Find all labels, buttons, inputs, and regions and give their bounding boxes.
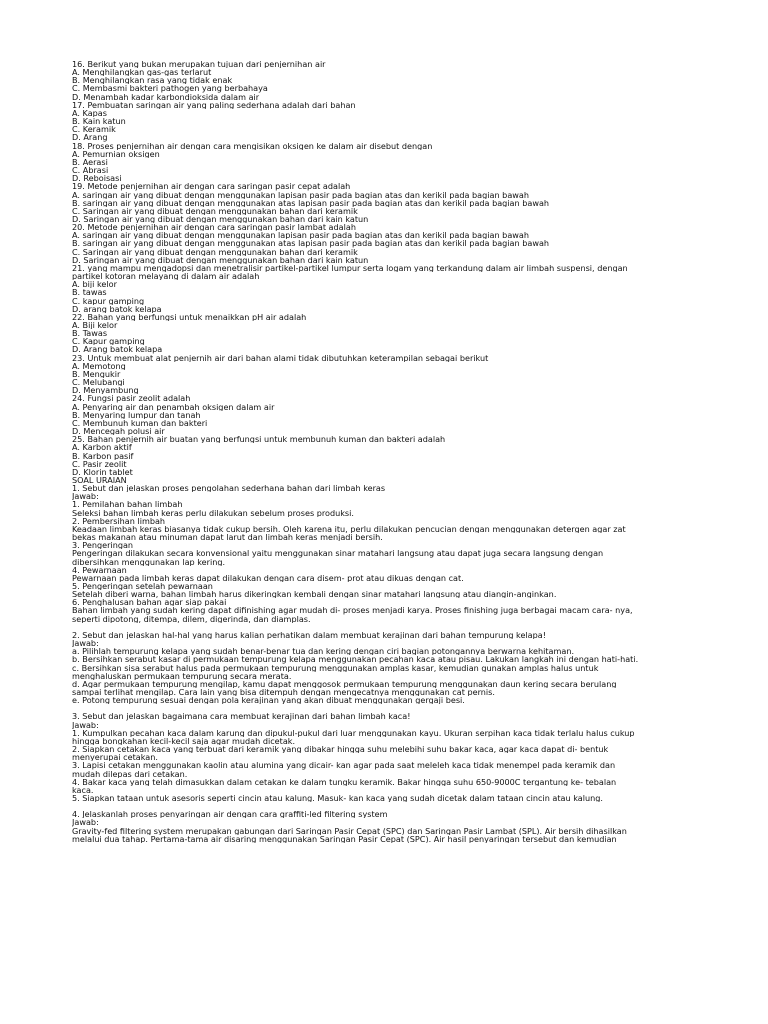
text-line: Bahan limbah yang sudah kering dapat difinishing agar mudah di- proses menjadi karya. Proses finishing juga berbagai macam cara- nya, xyxy=(72,606,633,615)
text-line: D. Menambah kadar karbondioksida dalam air xyxy=(72,92,260,101)
text-line: dibersihkan menggunakan lap kering. xyxy=(72,557,226,566)
text-line: B. tawas xyxy=(72,288,107,297)
text-line: 5. Siapkan tataan untuk asesoris seperti cincin atau kalung. Masuk- kan kaca yang sudah dicetak dalam tataan cincin atau kalung. xyxy=(72,794,603,803)
text-line: D. Arang batok kelapa xyxy=(72,345,163,354)
text-line: c. Bersihkan sisa serabut halus pada permukaan tempurung menggunakan amplas kasar, kemudian gunakan amplas halus untuk xyxy=(72,663,599,672)
text-line: bekas makanan atau minuman dapat larut dan limbah keras menjadi bersih. xyxy=(72,533,383,542)
text-line: D. Arang xyxy=(72,133,108,142)
text-line: 25. Bahan penjernih air buatan yang berfungsi untuk membunuh kuman dan bakteri adalah xyxy=(72,435,446,444)
text-line: B. Menghilangkan rasa yang tidak enak xyxy=(72,76,233,85)
text-line: menyerupai cetakan. xyxy=(72,753,158,762)
text-line: 23. Untuk membuat alat penjernih air dari bahan alami tidak dibutuhkan keterampilan sebagai berikut xyxy=(72,353,489,362)
text-line: 2. Sebut dan jelaskan hal-hal yang harus kalian perhatikan dalam membuat kerajinan dari bahan tempurung kelapa! xyxy=(72,630,546,640)
text-line: 19. Metode penjernihan air dengan cara saringan pasir cepat adalah xyxy=(72,182,351,191)
blank-line xyxy=(72,704,702,712)
text-line: Pewarnaan pada limbah keras dapat dilakukan dengan cara disem- prot atau dikuas dengan cat. xyxy=(72,573,464,582)
text-line: C. Abrasi xyxy=(72,166,109,175)
text-line: 22. Bahan yang berfungsi untuk menaikkan pH air adalah xyxy=(72,312,307,321)
text-line: C. Melubangi xyxy=(72,378,125,387)
document-page xyxy=(72,60,702,843)
blank-line xyxy=(72,802,702,810)
text-line: A. Memotong xyxy=(72,361,126,370)
text-line: melalui dua tahap. Pertama-tama air disaring menggunakan Saringan Pasir Cepat (SPC). Air hasil penyaringan tersebut dan kemudian xyxy=(72,834,617,843)
text-line: sampai terlihat mengilap. Cara lain yang bisa ditempuh dengan mengecatnya menggunakan cat pernis. xyxy=(72,688,495,697)
text-line: Jawab: xyxy=(72,639,99,648)
text-line: A. Kapas xyxy=(72,108,107,118)
text-line: 20. Metode penjernihan air dengan cara saringan pasir lambat adalah xyxy=(72,223,356,232)
text-line: C. Keramik xyxy=(72,125,116,134)
text-line: b. Bersihkan serabut kasar di permukaan tempurung kelapa menggunakan pecahan kaca atau pisau. Lakukan langkah ini dengan hati-hati. xyxy=(72,655,639,664)
text-line: 4. Bakar kaca yang telah dimasukkan dalam cetakan ke dalam tungku keramik. Bakar hingga suhu 650-9000C tergantung ke- tebalan xyxy=(72,777,617,786)
text-line: 1. Kumpulkan pecahan kaca dalam karung dan dipukul-pukul dari luar menggunakan kayu. Ukuran serpihan kaca tidak terlalu halus cukup xyxy=(72,728,635,737)
text-line: A. Pemurnian oksigen xyxy=(72,149,160,158)
text-line: D. Mencegah polusi air xyxy=(72,427,165,436)
text-line: hingga bongkahan kecil-kecil saja agar mudah dicetak. xyxy=(72,736,296,746)
text-line: 24. Fungsi pasir zeolit adalah xyxy=(72,394,191,403)
text-line: A. Penyaring air dan penambah oksigen dalam air xyxy=(72,402,275,411)
text-line: A. saringan air yang dibuat dengan menggunakan lapisan pasir pada bagian atas dan kerikil pada bagian bawah xyxy=(72,231,529,240)
text-line: C. Pasir zeolit xyxy=(72,459,127,468)
text-line: C. Kapur gamping xyxy=(72,337,145,346)
text-line: B. saringan air yang dibuat dengan menggunakan atas lapisan pasir pada bagian atas dan kerikil pada bagian bawah xyxy=(72,239,550,248)
text-line: A. Menghilangkan gas-gas terlarut xyxy=(72,68,212,77)
text-line: e. Potong tempurung sesuai dengan pola kerajinan yang akan dibuat menggunakan gergaji besi. xyxy=(72,696,465,705)
text-line: 6. Penghalusan bahan agar siap pakai xyxy=(72,598,227,607)
text-line: 4. Jelaskanlah proses penyaringan air dengan cara graffiti-led filtering system xyxy=(72,810,388,819)
text-line: D. Menyambung xyxy=(72,386,139,395)
text-line: C. Saringan air yang dibuat dengan menggunakan bahan dari keramik xyxy=(72,206,358,215)
text-line: A. biji kelor xyxy=(72,280,117,289)
text-line: Gravity-fed filtering system merupakan gabungan dari Saringan Pasir Cepat (SPC) dan Saringan Pasir Lambat (SPL). Air bersih dihasilkan xyxy=(72,826,627,835)
text-line: mudah dilepas dari cetakan. xyxy=(72,769,188,778)
text-line: Keadaan limbah keras biasanya tidak cukup bersih. Oleh karena itu, perlu dilakukan pencucian dengan menggunakan detergen agar zat xyxy=(72,524,626,534)
text-line: 1. Pemilahan bahan limbah xyxy=(72,500,183,509)
text-line: a. Pilihlah tempurung kelapa yang sudah benar-benar tua dan kering dengan ciri bagian potongannya berwarna kehitaman. xyxy=(72,647,575,656)
text-line: Jawab: xyxy=(72,492,99,501)
text-line: A. Biji kelor xyxy=(72,321,118,330)
text-line: 3. Pengeringan xyxy=(72,541,134,550)
text-line: B. Tawas xyxy=(72,329,108,338)
text-line: 1. Sebut dan jelaskan proses pengolahan sederhana bahan dari limbah keras xyxy=(72,484,386,493)
text-line: D. arang batok kelapa xyxy=(72,304,162,313)
text-line: 16. Berikut yang bukan merupakan tujuan dari penjernihan air xyxy=(72,60,326,69)
text-line: 18. Proses penjernihan air dengan cara mengisikan oksigen ke dalam air disebut dengan xyxy=(72,141,433,150)
text-line: 2. Pembersihan limbah xyxy=(72,516,166,525)
text-line: A. saringan air yang dibuat dengan menggunakan lapisan pasir pada bagian atas dan kerikil pada bagian bawah xyxy=(72,190,529,199)
text-line: Jawab: xyxy=(72,818,99,827)
text-line: 3. Sebut dan jelaskan bagaimana cara membuat kerajinan dari bahan limbah kaca! xyxy=(72,712,411,721)
text-line: C. Membasmi bakteri pathogen yang berbahaya xyxy=(72,84,268,93)
text-line: B. Kain katun xyxy=(72,117,126,126)
text-line: 17. Pembuatan saringan air yang paling sederhana adalah dari bahan xyxy=(72,100,356,109)
text-line: 21. yang mampu mengadopsi dan menetralisir partikel-partikel lumpur serta logam yang terkandung dalam air limbah suspensi, dengan xyxy=(72,263,628,273)
text-line: D. Saringan air yang dibuat dengan menggunakan bahan dari kain katun xyxy=(72,255,369,264)
text-line: D. Klorin tablet xyxy=(72,467,133,476)
text-line: Seleksi bahan limbah keras perlu dilakukan sebelum proses produksi. xyxy=(72,508,354,517)
blank-line xyxy=(72,623,702,631)
text-line: partikel kotoran melayang di dalam air adalah xyxy=(72,272,260,281)
text-line: D. Saringan air yang dibuat dengan menggunakan bahan dari kain katun xyxy=(72,214,369,224)
text-line: C. kapur gamping xyxy=(72,296,145,305)
text-line: 4. Pewarnaan xyxy=(72,565,127,574)
text-line: menghaluskan permukaan tempurung secara merata. xyxy=(72,671,292,680)
text-line: d. Agar permukaan tempurung mengilap, kamu dapat menggosok permukaan tempurung menggunakan daun kering secara berulang xyxy=(72,679,617,689)
text-line: SOAL URAIAN xyxy=(72,475,127,485)
text-line: Jawab: xyxy=(72,720,99,729)
text-line: 5. Pengeringan setelah pewarnaan xyxy=(72,582,213,591)
text-line: seperti dipotong, ditempa, dilem, digerinda, dan diamplas. xyxy=(72,614,311,623)
text-line: 3. Lapisi cetakan menggunakan kaolin atau alumina yang dicair- kan agar pada saat meleleh kaca tidak menempel pada keramik dan xyxy=(72,761,616,770)
text-line: D. Reboisasi xyxy=(72,174,122,183)
text-line: B. saringan air yang dibuat dengan menggunakan atas lapisan pasir pada bagian atas dan kerikil pada bagian bawah xyxy=(72,198,550,207)
text-line: A. Karbon aktif xyxy=(72,443,132,452)
text-line: Pengeringan dilakukan secara konvensional yaitu menggunakan sinar matahari langsung atau dapat juga secara langsung dengan xyxy=(72,549,604,558)
text-line: B. Mengukir xyxy=(72,369,121,379)
text-line: 2. Siapkan cetakan kaca yang terbuat dari keramik yang dibakar hingga suhu melebihi suhu bakar kaca, agar kaca dapat di- bentuk xyxy=(72,745,609,754)
text-line: kaca. xyxy=(72,785,94,795)
text-line: C. Membunuh kuman dan bakteri xyxy=(72,418,208,428)
text-line: Setelah diberi warna, bahan limbah harus dikeringkan kembali dengan sinar matahari langsung atau diangin-anginkan. xyxy=(72,590,557,599)
text-line: C. Saringan air yang dibuat dengan menggunakan bahan dari keramik xyxy=(72,247,358,256)
text-line: B. Menyaring lumpur dan tanah xyxy=(72,410,201,419)
text-line: B. Aerasi xyxy=(72,157,108,167)
text-line: B. Karbon pasif xyxy=(72,451,134,460)
